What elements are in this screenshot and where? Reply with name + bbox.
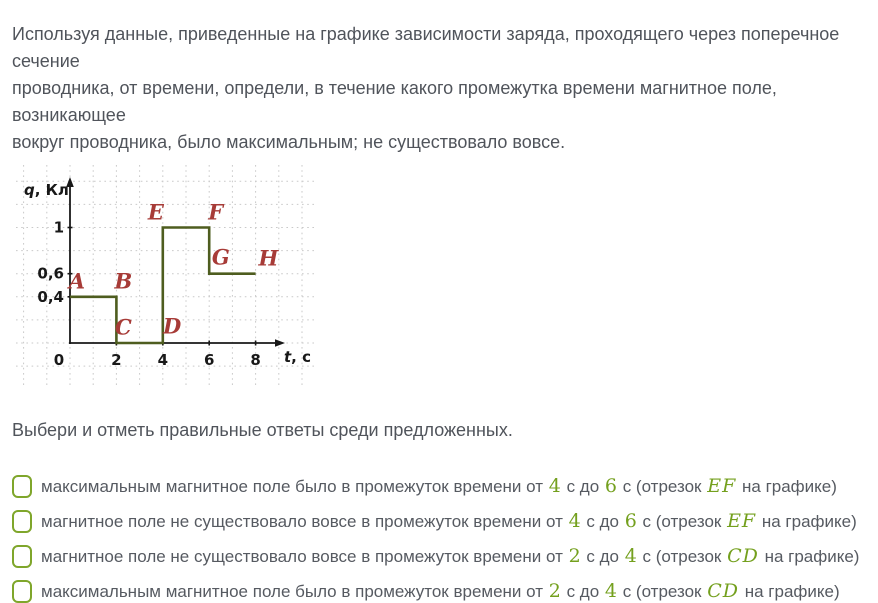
point-label-A: A	[68, 268, 86, 294]
answer-option-1[interactable]	[12, 475, 866, 498]
x-tick-label: 4	[157, 351, 169, 369]
math-value: 4	[548, 475, 561, 497]
option-text-part: с до	[581, 512, 624, 531]
option-label	[41, 511, 857, 532]
math-value: 2	[548, 580, 561, 602]
point-label-G: G	[211, 244, 230, 270]
x-tick-label: 8	[250, 351, 261, 369]
checkbox[interactable]	[12, 510, 32, 533]
answer-prompt: Выбери и отметь правильные ответы среди предложенных.	[12, 420, 513, 440]
answer-option-3[interactable]	[12, 545, 866, 568]
y-tick-label: 0,6	[37, 264, 64, 283]
checkbox[interactable]	[12, 545, 32, 568]
math-value: 4	[624, 545, 637, 567]
option-label	[41, 546, 859, 567]
question-line: Используя данные, приведенные на графике зависимости заряда, проходящего через поперечное сечение	[12, 24, 840, 71]
answer-option-2[interactable]	[12, 510, 866, 533]
math-value: EF	[727, 510, 757, 532]
option-text-part: на графике)	[740, 582, 840, 601]
math-value: 2	[568, 545, 581, 567]
option-text-part: максимальным магнитное поле было в промежуток времени от	[41, 582, 548, 601]
option-text-part: с (отрезок	[617, 582, 707, 601]
question-text	[12, 21, 866, 156]
checkbox[interactable]	[12, 580, 32, 603]
y-axis-title: q, Кл	[24, 181, 69, 199]
option-text-part: магнитное поле не существовало вовсе в промежуток времени от	[41, 547, 568, 566]
math-value: 6	[604, 475, 617, 497]
math-value: EF	[707, 475, 737, 497]
option-text-part: с до	[561, 477, 604, 496]
option-label	[41, 581, 840, 602]
option-text-part: на графике)	[759, 547, 860, 566]
charge-time-chart-svg	[12, 161, 318, 389]
option-text-part: максимальным магнитное поле было в промежуток времени от	[41, 477, 548, 496]
option-text-part: с до	[561, 582, 604, 601]
checkbox[interactable]	[12, 475, 32, 498]
option-text-part: магнитное поле не существовало вовсе в промежуток времени от	[41, 512, 568, 531]
x-axis-title: t, с	[284, 348, 311, 366]
x-axis-arrow	[275, 339, 285, 347]
point-label-H: H	[258, 245, 279, 271]
answer-option-4[interactable]	[12, 580, 866, 603]
option-text-part: с (отрезок	[637, 512, 727, 531]
x-tick-label: 2	[111, 351, 122, 369]
y-tick-label: 1	[53, 218, 64, 237]
y-tick-label: 0,4	[37, 287, 64, 306]
question-line: проводника, от времени, определи, в течение какого промежутка времени магнитное поле, возникающее	[12, 78, 777, 125]
charge-time-chart	[12, 161, 866, 394]
answer-options	[12, 475, 866, 603]
option-text-part: с (отрезок	[617, 477, 707, 496]
math-value: 4	[604, 580, 617, 602]
math-value: 6	[624, 510, 637, 532]
point-label-B: B	[114, 268, 133, 294]
point-label-F: F	[208, 199, 224, 225]
option-text-part: на графике)	[757, 512, 857, 531]
math-value: CD	[727, 545, 759, 567]
option-text-part: с (отрезок	[637, 547, 727, 566]
x-tick-label: 6	[203, 351, 215, 369]
point-label-E: E	[147, 199, 164, 225]
option-text-part: с до	[581, 547, 624, 566]
point-label-D: D	[162, 313, 182, 339]
question-line: вокруг проводника, было максимальным; не существовало вовсе.	[12, 132, 566, 152]
math-value: 4	[568, 510, 581, 532]
option-text-part: на графике)	[737, 477, 837, 496]
option-label	[41, 476, 837, 497]
x-tick-label: 0	[53, 351, 65, 369]
point-label-C: C	[115, 314, 132, 340]
math-value: CD	[707, 580, 739, 602]
